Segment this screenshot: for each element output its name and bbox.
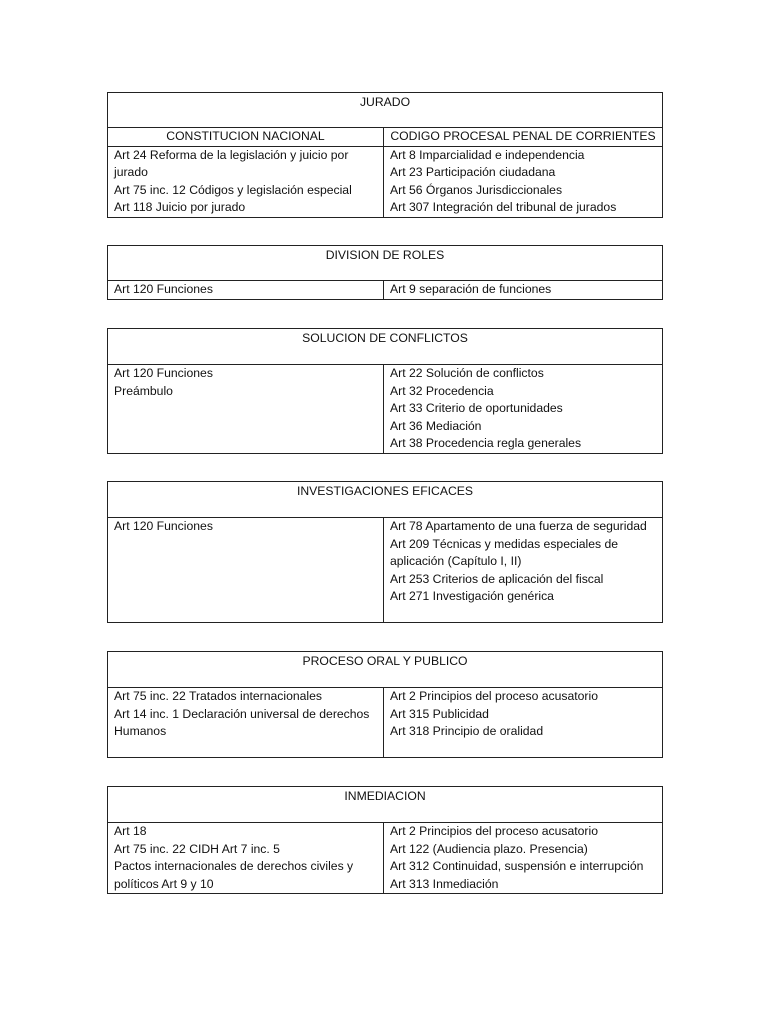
list-item: Pactos internacionales de derechos civiles y políticos Art 9 y 10 xyxy=(114,859,354,891)
left-cell xyxy=(108,518,384,623)
list-item: Art 36 Mediación xyxy=(390,418,482,433)
list-item: Art 23 Participación ciudadana xyxy=(390,165,556,179)
list-item: Art 38 Procedencia regla generales xyxy=(390,436,582,450)
list-item: Art 75 inc. 22 Tratados internacionales xyxy=(114,689,322,703)
list-item: Art 18 xyxy=(114,824,147,838)
list-item: Art 75 inc. 12 Códigos y legislación especial xyxy=(114,182,352,197)
right-cell xyxy=(384,518,663,623)
column-header-codigo-procesal: CODIGO PROCESAL PENAL DE CORRIENTES xyxy=(384,128,663,147)
list-item: Art 56 Órganos Jurisdiccionales xyxy=(390,182,563,197)
right-cell xyxy=(384,281,663,300)
list-item: Art 2 Principios del proceso acusatorio xyxy=(390,824,598,838)
table-jurado xyxy=(107,92,663,218)
list-item: Art 120 Funciones xyxy=(114,519,213,533)
table-proceso-oral-y-publico xyxy=(107,651,663,758)
list-item: Art 307 Integración del tribunal de jurados xyxy=(390,200,617,214)
table-inmediacion xyxy=(107,786,663,894)
list-item: Art 318 Principio de oralidad xyxy=(390,724,544,738)
list-item: Art 118 Juicio por jurado xyxy=(114,200,246,214)
table-title: SOLUCION DE CONFLICTOS xyxy=(108,329,663,365)
list-item: Art 120 Funciones xyxy=(114,366,213,380)
left-cell xyxy=(108,281,384,300)
right-cell xyxy=(384,365,663,454)
list-item: Art 33 Criterio de oportunidades xyxy=(390,401,563,415)
list-item: Art 2 Principios del proceso acusatorio xyxy=(390,689,598,703)
table-investigaciones-eficaces xyxy=(107,481,663,623)
list-item: Art 8 Imparcialidad e independencia xyxy=(390,147,585,162)
list-item: Art 313 Inmediación xyxy=(390,876,499,891)
left-cell xyxy=(108,365,384,454)
list-item: Art 120 Funciones xyxy=(114,282,213,296)
table-title: DIVISION DE ROLES xyxy=(108,246,663,281)
table-title: INMEDIACION xyxy=(108,787,663,823)
list-item: Art 253 Criterios de aplicación del fiscal xyxy=(390,571,604,586)
left-cell xyxy=(108,823,384,894)
list-item: Art 75 inc. 22 CIDH Art 7 inc. 5 xyxy=(114,841,280,856)
column-header-constitucion: CONSTITUCION NACIONAL xyxy=(108,128,384,147)
table-division-de-roles xyxy=(107,245,663,300)
list-item: Art 9 separación de funciones xyxy=(390,282,552,296)
list-item: Art 22 Solución de conflictos xyxy=(390,366,544,380)
list-item: Art 271 Investigación genérica xyxy=(390,589,554,603)
list-item: Art 209 Técnicas y medidas especiales de aplicación (Capítulo I, II) xyxy=(390,536,619,568)
right-cell xyxy=(384,823,663,894)
list-item: Art 24 Reforma de la legislación y juicio por jurado xyxy=(114,147,349,179)
table-solucion-de-conflictos xyxy=(107,328,663,454)
left-cell xyxy=(108,146,384,217)
table-title: PROCESO ORAL Y PUBLICO xyxy=(108,652,663,688)
list-item: Art 32 Procedencia xyxy=(390,383,494,398)
right-cell xyxy=(384,146,663,217)
left-cell xyxy=(108,688,384,758)
list-item: Art 78 Apartamento de una fuerza de seguridad xyxy=(390,519,647,533)
list-item: Preámbulo xyxy=(114,383,173,398)
table-title: JURADO xyxy=(108,93,663,128)
list-item: Art 315 Publicidad xyxy=(390,706,489,721)
list-item: Art 312 Continuidad, suspensión e interrupción xyxy=(390,859,644,873)
list-item: Art 122 (Audiencia plazo. Presencia) xyxy=(390,841,588,856)
right-cell xyxy=(384,688,663,758)
table-title: INVESTIGACIONES EFICACES xyxy=(108,482,663,518)
list-item: Art 14 inc. 1 Declaración universal de derechos Humanos xyxy=(114,706,370,738)
